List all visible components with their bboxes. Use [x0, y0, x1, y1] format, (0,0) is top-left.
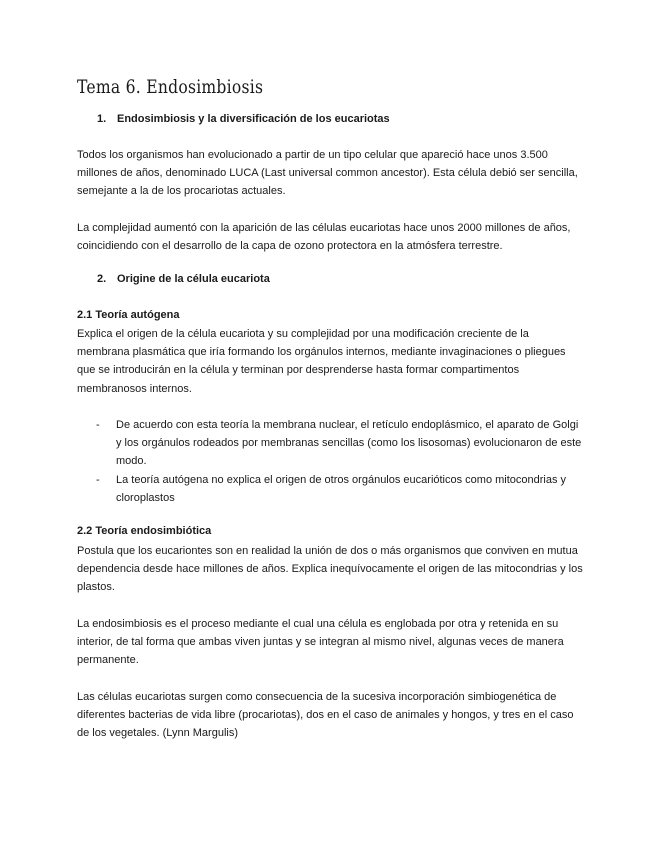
autogenous-bullet-list	[96, 416, 586, 507]
paragraph-endosymbiotic: Postula que los eucariontes son en realidad la unión de dos o más organismos que conviven en mutua dependencia desde hace millones de años. Explica inequívocamente el origen de las mitocondrias y los plastos.	[77, 545, 583, 594]
section-2-heading	[97, 273, 270, 285]
section-1-number: 1.	[97, 113, 107, 125]
section-1-heading	[97, 113, 390, 125]
section-1-heading-text: Endosimbiosis y la diversificación de los eucariotas	[117, 113, 390, 125]
paragraph-endosymbiosis-definition: La endosimbiosis es el proceso mediante el cual una célula es englobada por otra y retenida en su interior, de tal forma que ambas viven juntas y se integran al mismo nivel, algunas veces de manera permanente.	[77, 618, 564, 667]
bullet-marker: -	[96, 473, 100, 486]
subsection-2-1-heading: 2.1 Teoría autógena	[77, 309, 180, 321]
paragraph-luca: Todos los organismos han evolucionado a partir de un tipo celular que apareció hace unos 3.500 millones de años, denominado LUCA (Last universal common ancestor). Esta célula debió ser sencilla, semejante a la de los procariotas actuales.	[77, 149, 578, 198]
list-item	[96, 416, 586, 471]
list-item-text: De acuerdo con esta teoría la membrana nuclear, el retículo endoplásmico, el aparato de Golgi y los orgánulos rodeados por membranas sencillas (como los lisosomas) evolucionaron de este modo.	[116, 419, 582, 468]
paragraph-complexity: La complejidad aumentó con la aparición de las células eucariotas hace unos 2000 millones de años, coincidiendo con el desarrollo de la capa de ozono protectora en la atmósfera terrestre.	[77, 222, 571, 253]
subsection-2-2-heading: 2.2 Teoría endosimbiótica	[77, 525, 212, 537]
section-2-heading-text: Origine de la célula eucariota	[117, 273, 270, 285]
paragraph-margulis: Las células eucariotas surgen como consecuencia de la sucesiva incorporación simbiogenética de diferentes bacterias de vida libre (procariotas), dos en el caso de animales y hongos, y tres en el caso de los vegetales. (Lynn Margulis)	[77, 691, 574, 740]
list-item-text: La teoría autógena no explica el origen de otros orgánulos eucarióticos como mitocondrias y cloroplastos	[116, 473, 567, 504]
section-2-number: 2.	[97, 273, 107, 285]
paragraph-autogenous: Explica el origen de la célula eucariota y su complejidad por una modificación creciente de la membrana plasmática que iría formando los orgánulos internos, mediante invaginaciones o pliegues que se introducirán en la célula y terminan por desprenderse hasta formar compartimentos membranosos internos.	[77, 328, 566, 395]
bullet-marker: -	[96, 419, 100, 431]
list-item	[96, 471, 586, 507]
page-title: Tema 6. Endosimbiosis	[77, 76, 264, 98]
